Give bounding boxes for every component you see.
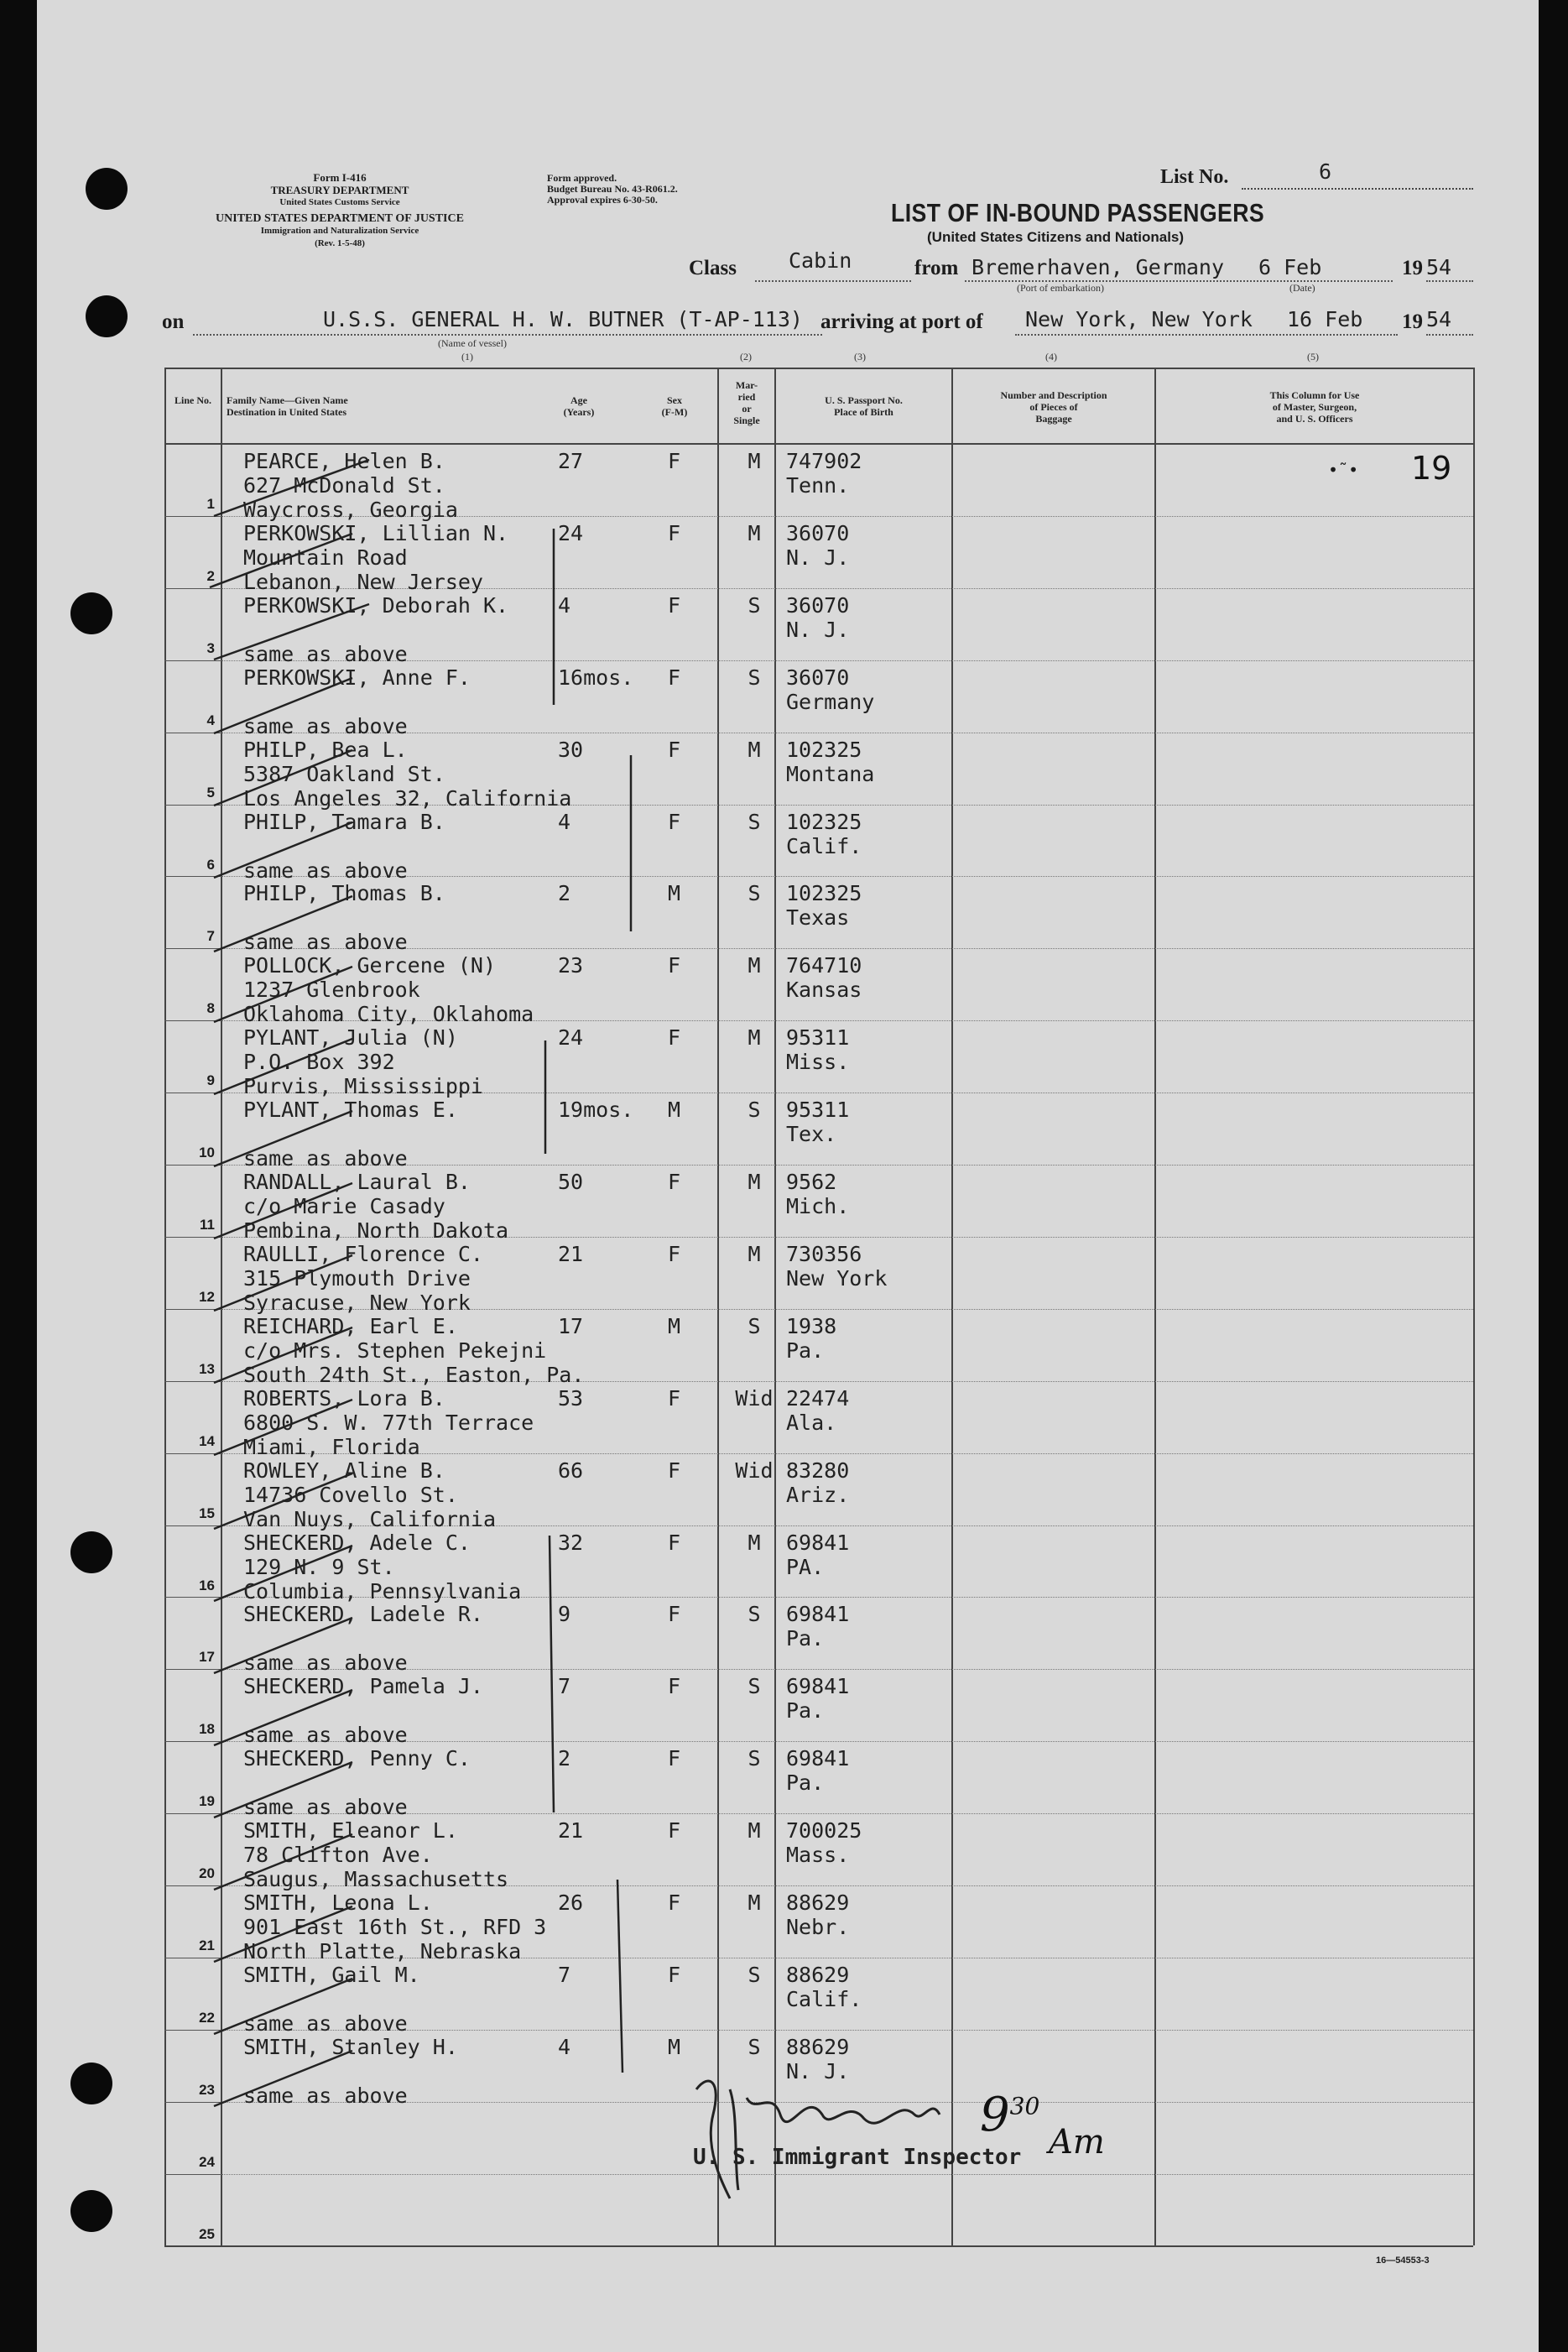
line-number: 9: [206, 1072, 215, 1089]
line-number: 13: [199, 1360, 215, 1377]
col-header-sex-line: (F-M): [661, 406, 688, 418]
passenger-text: PHILP, Bea L.: [243, 737, 408, 762]
line-number: 19: [199, 1793, 215, 1810]
passenger-text: SHECKERD, Adele C.: [243, 1530, 471, 1555]
passenger-text: same as above: [243, 858, 408, 883]
sex-cell: F: [668, 1746, 681, 1771]
passenger-text: PERKOWSKI, Deborah K.: [243, 592, 509, 618]
sex-cell: F: [668, 1241, 681, 1266]
line-number: 4: [206, 712, 215, 728]
age-cell: 53: [558, 1385, 584, 1411]
passport-cell: 88629: [786, 1890, 850, 1915]
line-number: 25: [199, 2225, 215, 2242]
passport-cell: 700025: [786, 1818, 862, 1844]
passenger-text: same as above: [243, 2010, 408, 2036]
sex-cell: F: [668, 737, 681, 762]
page-subtitle: (United States Citizens and Nationals): [927, 229, 1185, 245]
age-cell: 27: [558, 449, 584, 473]
passenger-text: same as above: [243, 713, 408, 738]
sex-cell: M: [668, 2034, 681, 2059]
col-header-officers-line: This Column for Use: [1269, 389, 1360, 401]
sex-cell: M: [668, 881, 681, 906]
check-slash: [214, 896, 352, 952]
marital-cell: Wid: [735, 1385, 774, 1411]
year-prefix: 19: [1402, 257, 1423, 279]
marital-cell: M: [748, 449, 761, 473]
birthplace-cell: Pa.: [786, 1626, 825, 1651]
sex-cell: F: [668, 809, 681, 834]
col-header-officers-line: of Master, Surgeon,: [1272, 401, 1357, 413]
age-cell: 7: [558, 1962, 571, 1987]
sex-cell: F: [668, 449, 681, 473]
justice-dept: UNITED STATES DEPARTMENT OF JUSTICE: [216, 212, 464, 225]
column-number: (3): [854, 351, 866, 362]
treasury-dept: TREASURY DEPARTMENT: [270, 184, 409, 196]
passport-cell: 764710: [786, 953, 862, 978]
passenger-text: PYLANT, Julia (N): [243, 1025, 458, 1051]
sex-cell: F: [668, 520, 681, 545]
check-slash: [214, 750, 352, 806]
page-title: LIST OF IN-BOUND PASSENGERS: [891, 198, 1265, 227]
passenger-text: Pembina, North Dakota: [243, 1218, 509, 1243]
family-bracket: [550, 1536, 554, 1812]
age-cell: 9: [558, 1602, 571, 1627]
passenger-text: 6800 S. W. 77th Terrace: [243, 1410, 534, 1435]
sex-cell: F: [668, 1530, 681, 1555]
col-header-line-text: Line No.: [174, 394, 211, 406]
col-header-age-line: (Years): [563, 406, 595, 418]
list-no-label: List No.: [1160, 166, 1229, 188]
check-slash: [214, 1255, 352, 1311]
col-header-married-line: Mar-: [735, 379, 758, 391]
check-slash: [210, 534, 352, 587]
birthplace-cell: Miss.: [786, 1050, 850, 1075]
passenger-text: SMITH, Gail M.: [243, 1962, 420, 1987]
marital-cell: M: [748, 1890, 761, 1915]
inspector-signature: [696, 2081, 940, 2198]
age-cell: 4: [558, 809, 571, 834]
sex-cell: F: [668, 953, 681, 978]
passenger-text: PHILP, Thomas B.: [243, 881, 445, 906]
passport-cell: 747902: [786, 449, 862, 473]
check-slash: [214, 822, 352, 878]
birthplace-cell: Pa.: [786, 1771, 825, 1796]
passenger-text: Lebanon, New Jersey: [243, 569, 483, 594]
passport-cell: 9562: [786, 1170, 837, 1194]
passenger-text: Oklahoma City, Oklahoma: [243, 1002, 534, 1027]
passenger-text: PYLANT, Thomas E.: [243, 1098, 458, 1123]
sex-cell: F: [668, 1962, 681, 1987]
class-label: Class: [689, 257, 737, 279]
age-cell: 50: [558, 1170, 584, 1194]
passenger-text: PERKOWSKI, Lillian N.: [243, 520, 509, 545]
passenger-text: South 24th St., Easton, Pa.: [243, 1362, 585, 1387]
marital-cell: S: [748, 665, 761, 690]
sex-cell: F: [668, 665, 681, 690]
line-number: 22: [199, 2009, 215, 2026]
family-bracket: [617, 1880, 623, 2073]
passenger-text: same as above: [243, 641, 408, 666]
passport-cell: 95311: [786, 1098, 850, 1123]
line-number: 15: [199, 1505, 215, 1521]
check-slash: [214, 1183, 352, 1239]
birthplace-cell: Mass.: [786, 1843, 850, 1868]
signature-time-min: 30: [1009, 2092, 1040, 2120]
age-cell: 30: [558, 737, 584, 762]
line-number: 1: [206, 496, 215, 512]
check-slash: [214, 1618, 352, 1673]
line-number: 5: [206, 784, 215, 801]
line-number: 12: [199, 1288, 215, 1305]
passport-cell: 95311: [786, 1025, 850, 1051]
col-header-baggage-line: Number and Description: [1000, 389, 1107, 401]
sex-cell: F: [668, 1025, 681, 1051]
column-number: (4): [1045, 351, 1057, 362]
passenger-text: Waycross, Georgia: [243, 498, 458, 522]
check-slash: [214, 1400, 352, 1455]
birthplace-cell: N. J.: [786, 2058, 850, 2083]
col-header-officers-line: and U. S. Officers: [1276, 413, 1353, 425]
age-cell: 24: [558, 1025, 584, 1051]
line-number: 24: [199, 2153, 215, 2170]
marital-cell: S: [748, 2034, 761, 2059]
line-number: 23: [199, 2081, 215, 2098]
passenger-text: SMITH, Stanley H.: [243, 2034, 458, 2059]
passenger-text: 129 N. 9 St.: [243, 1554, 395, 1579]
age-cell: 24: [558, 520, 584, 545]
passenger-text: same as above: [243, 1795, 408, 1820]
approval-line: Approval expires 6-30-50.: [547, 194, 658, 206]
officer-mark: 19: [1411, 450, 1452, 487]
marital-cell: M: [748, 1170, 761, 1194]
passenger-text: same as above: [243, 1146, 408, 1171]
birthplace-cell: Nebr.: [786, 1915, 850, 1939]
check-slash: [214, 1039, 352, 1094]
age-cell: 26: [558, 1890, 584, 1915]
check-slash: [214, 1546, 352, 1601]
list-no-value: 6: [1319, 159, 1332, 184]
birthplace-cell: Ala.: [786, 1410, 837, 1435]
vessel-name: U.S.S. GENERAL H. W. BUTNER (T-AP-113): [323, 307, 803, 331]
passenger-text: SMITH, Eleanor L.: [243, 1818, 458, 1844]
passenger-text: Los Angeles 32, California: [243, 785, 572, 811]
passenger-text: SHECKERD, Ladele R.: [243, 1602, 483, 1627]
passport-cell: 1938: [786, 1313, 837, 1338]
sex-cell: F: [668, 1674, 681, 1699]
sex-cell: F: [668, 1458, 681, 1483]
passenger-text: 315 Plymouth Drive: [243, 1265, 471, 1291]
marital-cell: S: [748, 1098, 761, 1123]
passenger-text: RANDALL, Laural B.: [243, 1170, 471, 1194]
signature-time: [980, 2088, 1039, 2142]
approval-line: Form approved.: [547, 172, 617, 184]
arrival-date: 16 Feb: [1287, 307, 1363, 331]
passport-cell: 69841: [786, 1530, 850, 1555]
signature-time-hour: 9: [980, 2088, 1010, 2142]
birthplace-cell: Ariz.: [786, 1482, 850, 1507]
passenger-text: RAULLI, Florence C.: [243, 1241, 483, 1266]
check-slash: [214, 967, 352, 1022]
vessel-caption: (Name of vessel): [438, 337, 507, 349]
marital-cell: S: [748, 1674, 761, 1699]
passenger-text: REICHARD, Earl E.: [243, 1313, 458, 1338]
passenger-text: PHILP, Tamara B.: [243, 809, 445, 834]
passenger-text: 627 McDonald St.: [243, 473, 445, 498]
birthplace-cell: Mich.: [786, 1194, 850, 1218]
check-slash: [214, 1690, 352, 1745]
passport-cell: 69841: [786, 1746, 850, 1771]
check-slash: [214, 1979, 352, 2034]
sex-cell: F: [668, 1890, 681, 1915]
passenger-text: SHECKERD, Pamela J.: [243, 1674, 483, 1699]
revision: (Rev. 1-5-48): [315, 238, 365, 248]
col-header-age-line: Age: [570, 394, 587, 406]
passenger-text: same as above: [243, 1651, 408, 1676]
line-number: 21: [199, 1937, 215, 1953]
from-label: from: [914, 257, 959, 279]
passenger-text: same as above: [243, 2083, 408, 2108]
age-cell: 23: [558, 953, 584, 978]
check-slash: [214, 2051, 352, 2106]
birthplace-cell: Germany: [786, 689, 875, 714]
line-number: 17: [199, 1649, 215, 1666]
passenger-text: c/o Marie Casady: [243, 1194, 445, 1218]
check-slash: [214, 1473, 352, 1529]
passenger-text: Columbia, Pennsylvania: [243, 1578, 522, 1604]
line-number: 18: [199, 1721, 215, 1738]
marital-cell: M: [748, 1530, 761, 1555]
passenger-text: Miami, Florida: [243, 1434, 420, 1459]
birthplace-cell: PA.: [786, 1554, 825, 1579]
on-label: on: [162, 310, 185, 333]
marital-cell: M: [748, 953, 761, 978]
passport-cell: 36070: [786, 592, 850, 618]
line-number: 8: [206, 1000, 215, 1017]
sex-cell: F: [668, 1385, 681, 1411]
age-cell: 2: [558, 881, 571, 906]
marital-cell: S: [748, 809, 761, 834]
form-number: Form I-416: [313, 171, 367, 184]
passenger-text: 78 Clifton Ave.: [243, 1843, 433, 1868]
sex-cell: M: [668, 1098, 681, 1123]
passenger-text: Van Nuys, California: [243, 1506, 497, 1531]
col-header-passport-line: U. S. Passport No.: [825, 394, 903, 406]
col-header-married-line: or: [742, 403, 752, 415]
arrival-port: New York, New York: [1025, 307, 1253, 331]
check-slash: [214, 1111, 352, 1166]
passenger-text: 5387 Oakland St.: [243, 761, 445, 786]
marital-cell: M: [748, 1241, 761, 1266]
officer-tick-mark: •̃ •: [1328, 460, 1359, 480]
age-cell: 21: [558, 1241, 584, 1266]
line-number: 6: [206, 856, 215, 873]
ins-service: Immigration and Naturalization Service: [260, 226, 419, 236]
passenger-text: Syracuse, New York: [243, 1290, 471, 1315]
birthplace-cell: Calif.: [786, 1986, 862, 2011]
inspector-title: U. S. Immigrant Inspector: [693, 2145, 1022, 2170]
passenger-text: PEARCE, Helen B.: [243, 449, 445, 473]
col-header-baggage-line: of Pieces of: [1029, 401, 1078, 413]
port-caption: (Port of embarkation): [1017, 282, 1104, 294]
age-cell: 16mos.: [558, 665, 634, 690]
line-number: 11: [200, 1217, 215, 1233]
sex-cell: F: [668, 1818, 681, 1844]
passport-cell: 36070: [786, 520, 850, 545]
approval-line: Budget Bureau No. 43-R061.2.: [547, 183, 678, 195]
passport-cell: 83280: [786, 1458, 850, 1483]
passenger-text: ROWLEY, Aline B.: [243, 1458, 445, 1483]
line-number: 10: [199, 1145, 215, 1161]
passenger-text: PERKOWSKI, Anne F.: [243, 665, 471, 690]
passport-cell: 69841: [786, 1602, 850, 1627]
passenger-text: 1237 Glenbrook: [243, 978, 420, 1003]
marital-cell: S: [748, 1602, 761, 1627]
check-slash: [214, 1327, 352, 1383]
marital-cell: S: [748, 1746, 761, 1771]
customs-service: United States Customs Service: [279, 197, 400, 207]
check-slash: [214, 1906, 352, 1962]
birthplace-cell: Texas: [786, 905, 850, 931]
passenger-text: Mountain Road: [243, 545, 408, 570]
passenger-text: same as above: [243, 930, 408, 955]
marital-cell: S: [748, 1962, 761, 1987]
age-cell: 17: [558, 1313, 584, 1338]
footer-code: 16—54553-3: [1376, 2256, 1430, 2266]
passenger-text: North Platte, Nebraska: [243, 1939, 522, 1963]
passport-cell: 102325: [786, 737, 862, 762]
passport-cell: 730356: [786, 1241, 862, 1266]
birthplace-cell: Montana: [786, 761, 875, 786]
passenger-text: Saugus, Massachusetts: [243, 1867, 509, 1892]
column-number: (2): [740, 351, 752, 362]
birthplace-cell: Pa.: [786, 1698, 825, 1724]
passport-cell: 88629: [786, 2034, 850, 2059]
passenger-text: Purvis, Mississippi: [243, 1074, 483, 1099]
port-of-embarkation: Bremerhaven, Germany: [972, 255, 1225, 279]
passenger-text: POLLOCK, Gercene (N): [243, 953, 497, 978]
age-cell: 32: [558, 1530, 584, 1555]
birthplace-cell: Kansas: [786, 978, 862, 1003]
marital-cell: M: [748, 737, 761, 762]
birthplace-cell: Tex.: [786, 1122, 837, 1147]
passenger-text: ROBERTS, Lora B.: [243, 1385, 445, 1411]
column-number: (5): [1307, 351, 1319, 362]
line-number: 20: [199, 1865, 215, 1882]
birthplace-cell: Calif.: [786, 833, 862, 858]
passport-cell: 36070: [786, 665, 850, 690]
date-caption: (Date): [1289, 282, 1315, 294]
line-number: 14: [199, 1432, 215, 1449]
birthplace-cell: N. J.: [786, 545, 850, 570]
check-slash: [214, 460, 369, 516]
age-cell: 4: [558, 2034, 571, 2059]
sex-cell: F: [668, 1602, 681, 1627]
birthplace-cell: N. J.: [786, 617, 850, 642]
check-slash: [214, 678, 352, 733]
age-cell: 7: [558, 1674, 571, 1699]
passenger-text: same as above: [243, 1723, 408, 1748]
col-header-baggage-line: Baggage: [1035, 413, 1072, 425]
col-header-name-line: Family Name—Given Name: [227, 394, 348, 406]
age-cell: 4: [558, 592, 571, 618]
col-header-sex-line: Sex: [667, 394, 682, 406]
passenger-text: 14736 Covello St.: [243, 1482, 458, 1507]
year-prefix: 19: [1402, 310, 1423, 333]
age-cell: 19mos.: [558, 1098, 634, 1123]
line-number: 3: [206, 639, 215, 656]
sex-cell: F: [668, 592, 681, 618]
marital-cell: M: [748, 1818, 761, 1844]
passport-cell: 69841: [786, 1674, 850, 1699]
col-header-married-line: ried: [737, 391, 756, 403]
marital-cell: S: [748, 592, 761, 618]
sex-cell: M: [668, 1313, 681, 1338]
col-header-married-line: Single: [733, 415, 760, 426]
passenger-text: SMITH, Leona L.: [243, 1890, 433, 1915]
age-cell: 66: [558, 1458, 584, 1483]
line-number: 2: [206, 567, 215, 584]
passenger-text: P.O. Box 392: [243, 1050, 395, 1075]
birthplace-cell: Tenn.: [786, 473, 850, 498]
passenger-text: 901 East 16th St., RFD 3: [243, 1915, 547, 1939]
marital-cell: M: [748, 520, 761, 545]
passport-cell: 22474: [786, 1385, 850, 1411]
passport-cell: 88629: [786, 1962, 850, 1987]
line-number: 7: [206, 928, 215, 945]
arriving-label: arriving at port of: [820, 310, 983, 333]
check-slash: [214, 1834, 352, 1890]
passenger-text: c/o Mrs. Stephen Pekejni: [243, 1338, 547, 1363]
birthplace-cell: New York: [786, 1265, 888, 1291]
passport-cell: 102325: [786, 809, 862, 834]
col-header-passport-line: Place of Birth: [834, 406, 893, 418]
line-number: 16: [199, 1577, 215, 1593]
embarkation-date: 6 Feb: [1258, 255, 1322, 279]
signature-am: Am: [1049, 2123, 1105, 2162]
passport-cell: 102325: [786, 881, 862, 906]
class-value: Cabin: [789, 248, 852, 273]
marital-cell: M: [748, 1025, 761, 1051]
marital-cell: S: [748, 1313, 761, 1338]
col-header-name-line: Destination in United States: [227, 406, 347, 418]
marital-cell: Wid: [735, 1458, 774, 1483]
passenger-text: SHECKERD, Penny C.: [243, 1746, 471, 1771]
column-number: (1): [461, 351, 473, 362]
check-slash: [214, 1762, 352, 1817]
check-slash: [214, 604, 369, 660]
birthplace-cell: Pa.: [786, 1338, 825, 1363]
marital-cell: S: [748, 881, 761, 906]
age-cell: 21: [558, 1818, 584, 1844]
embarkation-year: 54: [1426, 255, 1452, 279]
arrival-year: 54: [1426, 307, 1452, 331]
age-cell: 2: [558, 1746, 571, 1771]
sex-cell: F: [668, 1170, 681, 1194]
